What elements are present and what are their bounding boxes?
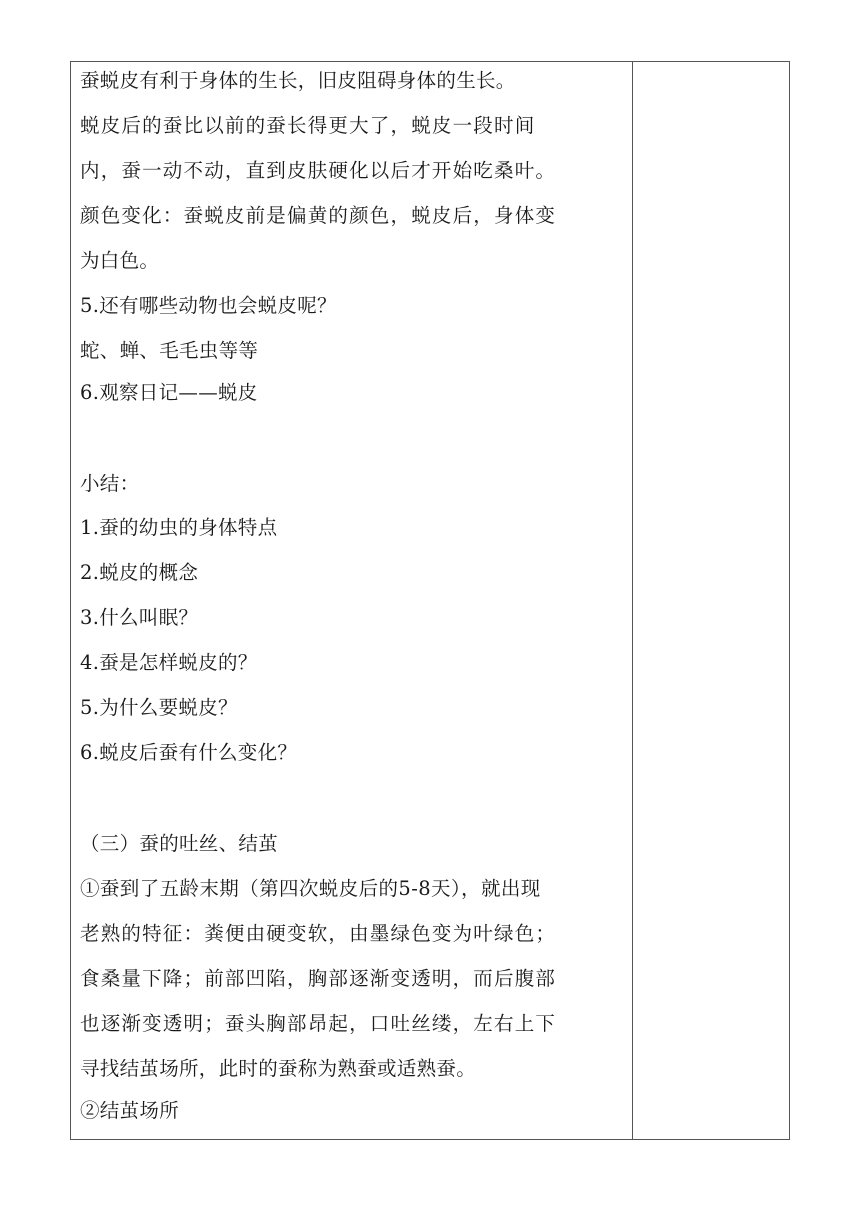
text-line: 内，蚕一动不动，直到皮肤硬化以后才开始吃桑叶。 xyxy=(80,159,557,182)
text-line: 蛇、蝉、毛毛虫等等 xyxy=(80,339,259,362)
summary-item: 1.蚕的幼虫的身体特点 xyxy=(80,516,278,539)
section-heading: （三）蚕的吐丝、结茧 xyxy=(80,832,279,855)
text-line: 也逐渐变透明；蚕头胸部昂起，口吐丝缕，左右上下 xyxy=(80,1012,557,1035)
text-line: 老熟的特征：粪便由硬变软，由墨绿色变为叶绿色； xyxy=(80,922,557,945)
question-item: 6.观察日记——蜕皮 xyxy=(80,381,258,404)
text-line: 蚕蜕皮有利于身体的生长，旧皮阻碍身体的生长。 xyxy=(80,69,516,92)
summary-item: 2.蜕皮的概念 xyxy=(80,561,199,584)
text-line: 蜕皮后的蚕比以前的蚕长得更大了，蜕皮一段时间 xyxy=(80,114,536,137)
question-item: 5.还有哪些动物也会蜕皮呢？ xyxy=(80,294,337,317)
summary-item: 5.为什么要蜕皮？ xyxy=(80,696,238,719)
text-line: 为白色。 xyxy=(80,249,160,272)
summary-item: 6.蜕皮后蚕有什么变化？ xyxy=(80,741,298,764)
text-line: ②结茧场所 xyxy=(80,1099,180,1122)
right-cell xyxy=(633,62,789,1139)
lesson-table xyxy=(70,61,790,1140)
summary-item: 3.什么叫眠？ xyxy=(80,606,199,629)
summary-heading: 小结： xyxy=(80,472,140,495)
text-line: 颜色变化：蚕蜕皮前是偏黄的颜色，蜕皮后，身体变 xyxy=(80,204,557,227)
text-line: 寻找结茧场所，此时的蚕称为熟蚕或适熟蚕。 xyxy=(80,1057,477,1080)
text-line: 食桑量下降；前部凹陷，胸部逐渐变透明，而后腹部 xyxy=(80,967,557,990)
summary-item: 4.蚕是怎样蜕皮的？ xyxy=(80,651,258,674)
text-line: ①蚕到了五龄末期（第四次蜕皮后的5-8天），就出现 xyxy=(80,877,541,900)
